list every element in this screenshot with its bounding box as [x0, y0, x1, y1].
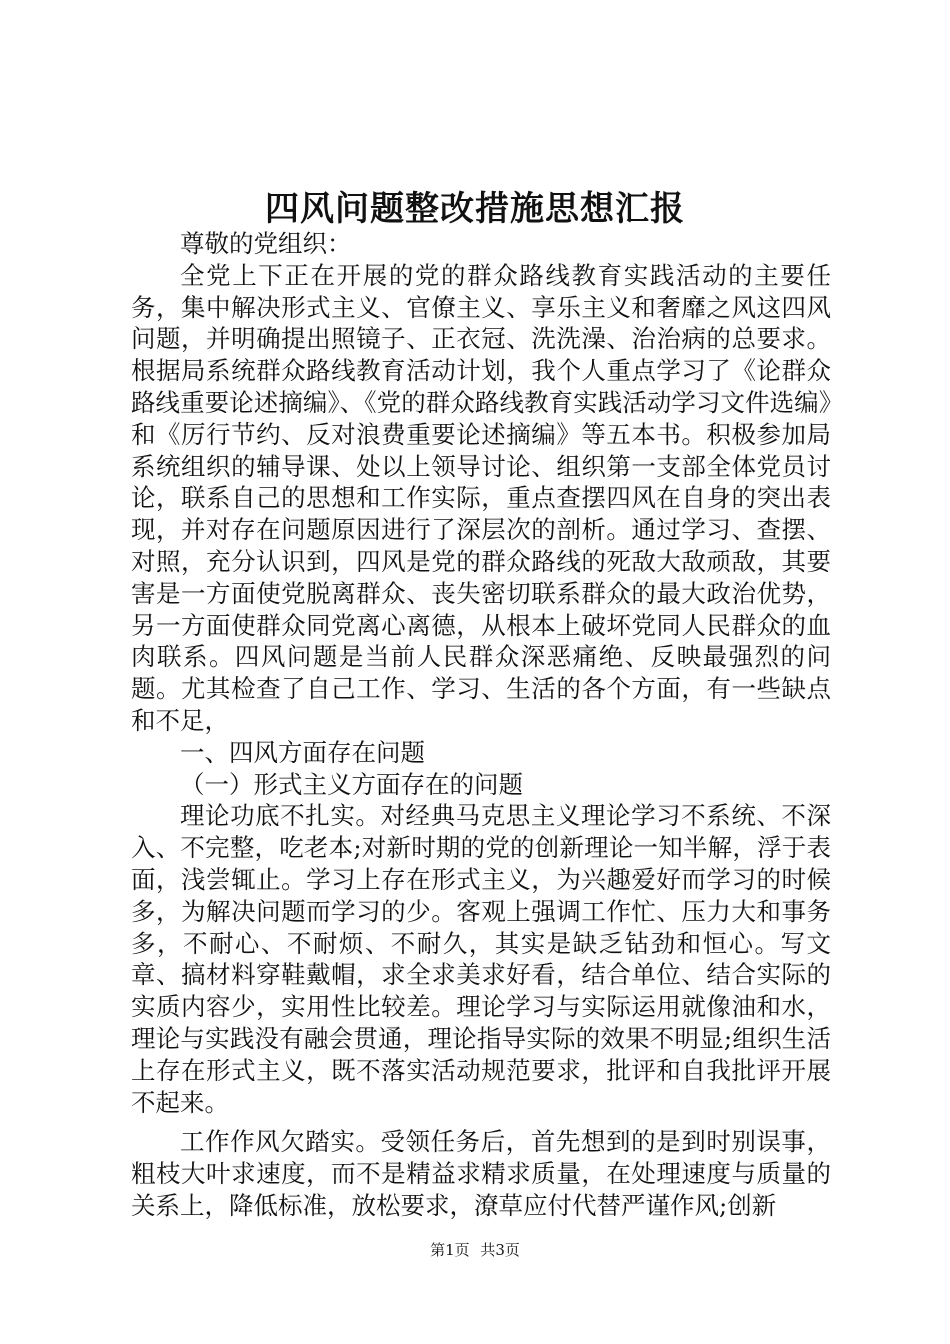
subsection-heading: （一）形式主义方面存在的问题 [180, 769, 523, 799]
paragraph-work-style: 工作作风欠踏实。受领任务后，首先想到的是到时别误事，粗枝大叶求速度，而不是精益求精求质量，在处理速度与质量的关系上，降低标准，放松要求，潦草应付代替严谨作风;创新 [131, 1127, 831, 1220]
document-body [131, 228, 831, 1222]
document-title: 四风问题整改措施思想汇报 [265, 189, 685, 229]
page-number: 第1页 [430, 1241, 470, 1259]
salutation: 尊敬的党组织： [180, 229, 352, 258]
paragraph-intro: 全党上下正在开展的党的群众路线教育实践活动的主要任务，集中解决形式主义、官僚主义、享乐主义和奢靡之风这四风问题，并明确提出照镜子、正衣冠、洗洗澡、治治病的总要求。根据局系统群众路线教育活动计划，我个人重点学习了《论群众路线重要论述摘编》、《党的群众路线教育实践活动学习文件选编》和《厉行节约、反对浪费重要论述摘编》等五本书。积极参加局系统组织的辅导课、处以上领导讨论、组织第一支部全体党员讨论，联系自己的思想和工作实际，重点查摆四风在自身的突出表现，并对存在问题原因进行了深层次的剖析。通过学习、查摆、对照，充分认识到，四风是党的群众路线的死敌大敌顽敌，其要害是一方面使党脱离群众、丧失密切联系群众的最大政治优势，另一方面使群众同党离心离德，从根本上破坏党同人民群众的血肉联系。四风问题是当前人民群众深恶痛绝、反映最强烈的问题。尤其检查了自己工作、学习、生活的各个方面，有一些缺点和不足， [131, 260, 831, 735]
page-total: 共3页 [480, 1241, 520, 1259]
page-footer [0, 1240, 950, 1260]
section-heading: 一、四风方面存在问题 [180, 737, 425, 767]
paragraph-theory: 理论功底不扎实。对经典马克思主义理论学习不系统、不深入、不完整，吃老本;对新时期的党的创新理论一知半解，浮于表面，浅尝辄止。学习上存在形式主义，为兴趣爱好而学习的时候多，为解决问题而学习的少。客观上强调工作忙、压力大和事务多，不耐心、不耐烦、不耐久，其实是缺乏钻劲和恒心。写文章、搞材料穿鞋戴帽，求全求美求好看，结合单位、结合实际的实质内容少，实用性比较差。理论学习与实际运用就像油和水，理论与实践没有融会贯通，理论指导实际的效果不明显;组织生活上存在形式主义，既不落实活动规范要求，批评和自我批评开展不起来。 [131, 801, 831, 1117]
